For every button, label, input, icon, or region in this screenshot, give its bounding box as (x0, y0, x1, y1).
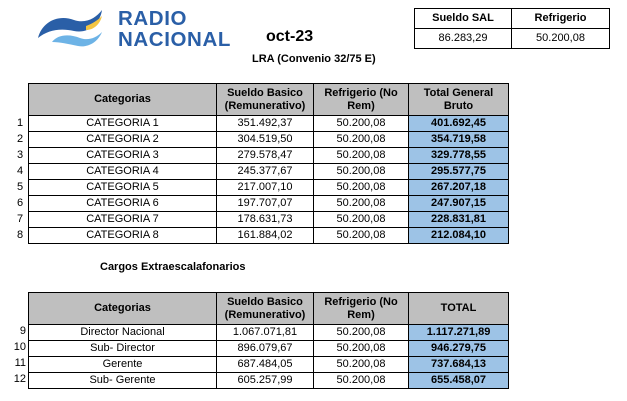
column-header: Sueldo Basico (Remunerativo) (217, 293, 314, 325)
table-cell: 217.007,10 (217, 180, 314, 196)
total-cell: 1.117.271,89 (409, 325, 509, 341)
table-cell: 351.492,37 (217, 116, 314, 132)
total-cell: 267.207,18 (409, 180, 509, 196)
table-cell: 279.578,47 (217, 148, 314, 164)
total-cell: 295.577,75 (409, 164, 509, 180)
table-row (29, 357, 509, 373)
radio-waves-icon (30, 4, 114, 50)
table-row (29, 325, 509, 341)
table-row (29, 212, 509, 228)
total-cell: 354.719,58 (409, 132, 509, 148)
total-cell: 212.084,10 (409, 228, 509, 244)
row-number: 2 (17, 133, 24, 145)
column-header: TOTAL (409, 293, 509, 325)
table-cell: CATEGORIA 8 (29, 228, 217, 244)
table-cell: 304.519,50 (217, 132, 314, 148)
table-row (29, 341, 509, 357)
total-cell: 401.692,45 (409, 116, 509, 132)
row-number: 11 (14, 357, 26, 369)
table-cell: CATEGORIA 3 (29, 148, 217, 164)
table-cell: 197.707,07 (217, 196, 314, 212)
section-title: Cargos Extraescalafonarios (100, 261, 246, 273)
row-number: 3 (17, 149, 24, 161)
table-row (29, 196, 509, 212)
row-number: 6 (17, 197, 24, 209)
table-cell: 50.200,08 (314, 132, 409, 148)
agreement-subtitle: LRA (Convenio 32/75 E) (252, 53, 376, 65)
table-cell: 50.200,08 (314, 148, 409, 164)
table2-row-numbers (4, 323, 26, 387)
table-cell: CATEGORIA 4 (29, 164, 217, 180)
total-cell: 737.684,13 (409, 357, 509, 373)
table-cell: 50.200,08 (314, 164, 409, 180)
refrigerio-header: Refrigerio (512, 9, 610, 29)
logo-text-line2: NACIONAL (118, 28, 231, 51)
column-header: Categorias (29, 293, 217, 325)
table-row (29, 148, 509, 164)
table-cell: CATEGORIA 6 (29, 196, 217, 212)
table-cell: CATEGORIA 1 (29, 116, 217, 132)
table-row (29, 132, 509, 148)
table-row (29, 373, 509, 389)
total-cell: 329.778,55 (409, 148, 509, 164)
row-number: 9 (19, 325, 26, 337)
total-cell: 946.279,75 (409, 341, 509, 357)
column-header: Total General Bruto (409, 84, 509, 116)
table-cell: 50.200,08 (314, 325, 409, 341)
row-number: 4 (17, 165, 24, 177)
row-number: 5 (17, 181, 24, 193)
sal-value: 86.283,29 (415, 29, 512, 49)
table-cell: 687.484,05 (217, 357, 314, 373)
categories-table (28, 83, 509, 244)
row-number: 12 (13, 373, 26, 385)
table-cell: CATEGORIA 2 (29, 132, 217, 148)
table-row (29, 164, 509, 180)
table-cell: Sub- Director (29, 341, 217, 357)
sal-header: Sueldo SAL (415, 9, 512, 29)
table-row (29, 180, 509, 196)
row-number: 7 (17, 213, 24, 225)
total-cell: 247.907,15 (409, 196, 509, 212)
table-cell: 50.200,08 (314, 228, 409, 244)
table-cell: 50.200,08 (314, 180, 409, 196)
table-cell: 245.377,67 (217, 164, 314, 180)
column-header: Sueldo Basico (Remunerativo) (217, 84, 314, 116)
table-cell: 605.257,99 (217, 373, 314, 389)
table-cell: CATEGORIA 5 (29, 180, 217, 196)
table-cell: Gerente (29, 357, 217, 373)
column-header: Refrigerio (No Rem) (314, 293, 409, 325)
column-header: Categorias (29, 84, 217, 116)
table-cell: 50.200,08 (314, 116, 409, 132)
radio-nacional-logo (30, 4, 240, 52)
table-cell: 50.200,08 (314, 196, 409, 212)
table-cell: 50.200,08 (314, 357, 409, 373)
table-cell: 178.631,73 (217, 212, 314, 228)
table-cell: 50.200,08 (314, 341, 409, 357)
row-number: 10 (13, 341, 26, 353)
row-number: 1 (17, 117, 24, 129)
table-row (29, 228, 509, 244)
table-cell: Director Nacional (29, 325, 217, 341)
sal-summary-box (414, 8, 610, 49)
total-cell: 655.458,07 (409, 373, 509, 389)
table-cell: 896.079,67 (217, 341, 314, 357)
logo-text-line1: RADIO (118, 7, 188, 30)
refrigerio-value: 50.200,08 (512, 29, 610, 49)
table-row (29, 116, 509, 132)
period-date: oct-23 (266, 28, 314, 45)
table1-row-numbers (17, 115, 27, 243)
table-cell: Sub- Gerente (29, 373, 217, 389)
column-header: Refrigerio (No Rem) (314, 84, 409, 116)
table-cell: 1.067.071,81 (217, 325, 314, 341)
row-number: 8 (17, 229, 24, 241)
total-cell: 228.831,81 (409, 212, 509, 228)
extra-positions-table (28, 292, 509, 389)
table-cell: 50.200,08 (314, 212, 409, 228)
table-cell: 161.884,02 (217, 228, 314, 244)
table-cell: CATEGORIA 7 (29, 212, 217, 228)
table-cell: 50.200,08 (314, 373, 409, 389)
